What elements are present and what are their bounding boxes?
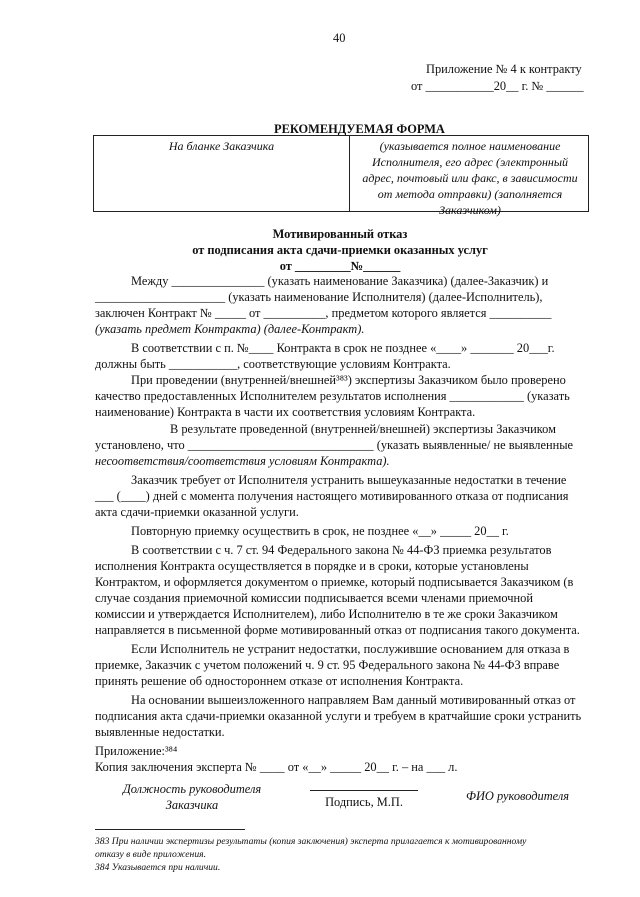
form-heading: РЕКОМЕНДУЕМАЯ ФОРМА (274, 122, 445, 136)
body-line: ___ (____) дней с момента получения настоящего мотивированного отказа от подписания (95, 489, 569, 503)
body-line: Если Исполнитель не устранит недостатки, послужившие основанием для отказа в (131, 642, 570, 656)
footnote-separator (95, 829, 245, 830)
body-line: В соответствии с ч. 7 ст. 94 Федерального закона № 44-ФЗ приемка результатов (131, 543, 552, 557)
recipient-line: Исполнителя, его адрес (электронный (372, 155, 568, 169)
appendix-title: Приложение № 4 к контракту (426, 62, 582, 76)
footnote-384: 384 Указывается при наличии. (95, 862, 221, 873)
signer-position-label-2: Заказчика (165, 798, 219, 812)
body-line: несоответствия/соответствия условиям Контракта). (95, 454, 390, 468)
customer-letterhead-cell: На бланке Заказчика (168, 139, 275, 153)
body-line: акта сдачи-приемки оказанной услуги. (95, 505, 299, 519)
body-line: Повторную приемку осуществить в срок, не позднее «__» _____ 20__ г. (131, 524, 509, 538)
appendix-contract-ref: от ___________20__ г. № ______ (411, 79, 584, 93)
recipient-line: адрес, почтовый или факс, в зависимости (362, 171, 578, 185)
body-line: На основании вышеизложенного направляем Вам данный мотивированный отказ от (131, 693, 576, 707)
attachment-label: Приложение:³⁸⁴ (95, 744, 178, 758)
body-line: Контрактом, и оформляется документом о приемке, который подписывается Заказчиком (в (95, 575, 574, 589)
body-line: подписания акта сдачи-приемки оказанной услуги и требуем в кратчайшие сроки устранить (95, 709, 582, 723)
body-line: комиссии и утверждается Исполнителем), либо Исполнителю в те же сроки Заказчиком (95, 607, 558, 621)
signature-line (310, 790, 418, 791)
body-line: При проведении (внутренней/внешней³⁸³) экспертизы Заказчиком было проверено (131, 373, 566, 387)
header-table (93, 135, 589, 217)
body-line: должны быть ___________, соответствующие условиям Контракта. (95, 357, 451, 371)
body-line: В результате проведенной (внутренней/внешней) экспертизы Заказчиком (170, 422, 556, 436)
recipient-line: (указывается полное наименование (379, 139, 561, 153)
body-line: наименование) Контракта в части их соответствия условиям Контракта. (95, 405, 476, 419)
doc-subtitle: от подписания акта сдачи-приемки оказанных услуг (192, 243, 488, 257)
body-line: направляется в письменной форме мотивированный отказ от подписания такого документа. (95, 623, 580, 637)
body-line: исполнения Контракта осуществляется в порядке и в сроки, которые установлены (95, 559, 529, 573)
doc-title: Мотивированный отказ (272, 227, 408, 241)
body-line: _____________________ (указать наименование Исполнителя) (далее-Исполнитель), (95, 290, 543, 304)
body-line: В соответствии с п. №____ Контракта в срок не позднее «____» _______ 20___г. (131, 341, 555, 355)
body-line: качество предоставленных Исполнителем результатов исполнения ____________ (указать (95, 389, 570, 403)
body-line: выявленные недостатки. (95, 725, 225, 739)
page-number: 40 (333, 31, 346, 45)
body-line: Заказчик требует от Исполнителя устранить вышеуказанные недостатки в течение (131, 473, 567, 487)
body-line: (указать предмет Контракта) (далее-Контракт). (95, 322, 365, 336)
fio-label: ФИО руководителя (466, 789, 570, 803)
body-line: приемке, Заказчик с учетом положений ч. 9 ст. 95 Федерального закона № 44-ФЗ вправе (95, 658, 560, 672)
body-line: случае создания приемочной комиссии подписывается всеми членами приемочной (95, 591, 533, 605)
recipient-cell (350, 138, 590, 218)
footnote-383: 383 При наличии экспертизы результаты (копия заключения) эксперта прилагается к мотивированному (95, 836, 527, 847)
body-line: установлено, что ______________________________ (указать выявленные/ не выявленные (95, 438, 574, 452)
body-line: принять решение об одностороннем отказе от исполнения Контракта. (95, 674, 464, 688)
attachment-item: Копия заключения эксперта № ____ от «__» _____ 20__ г. – на ___ л. (95, 760, 458, 774)
footnote-383-cont: отказу в виде приложения. (95, 849, 206, 860)
body-line: Между _______________ (указать наименование Заказчика) (далее-Заказчик) и (131, 274, 549, 288)
signature-label: Подпись, М.П. (325, 795, 403, 809)
body-line: заключен Контракт № _____ от __________, предметом которого является __________ (95, 306, 552, 320)
recipient-line: Заказчиком) (439, 203, 501, 217)
signer-position-label: Должность руководителя (122, 782, 262, 796)
recipient-line: от метода отправки) (заполняется (377, 187, 563, 201)
doc-date-number: от _________№______ (279, 259, 401, 273)
